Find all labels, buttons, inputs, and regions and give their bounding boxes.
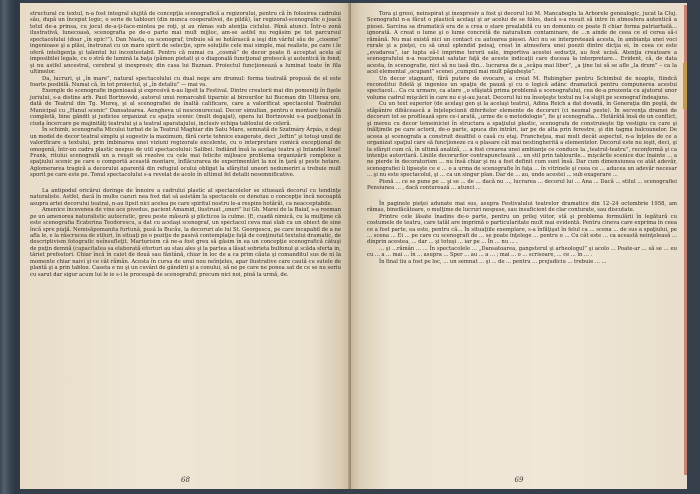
right-text-block-b: [367, 201, 677, 266]
right-paragraph-5: În paginele pieţei adunate mai sus, asupra Festivalului teatrelor dramatice din 12–24 octombrie 1958, am rămas, binefăcătoare, o mulţime de lucruri nespuse, sau insuficient de clar conturate, sau discutate.: [367, 200, 677, 214]
right-paragraph-3: Cu un text superior (de acelaşi gen şi la acelaşi teatru), Adina Reich a dat dovadă, în Generaţia din poştă, de stăpânire dibăcească a înţelepciunii diferitelor elemente de decoruri (ci nesmal peste). În secvenţa dramei de decoruri tot se profilează spre ce-i arată, „urme de o metodologie”, fie şi scenografia... Hotărâtă însă de un conflict, şi mereu cu decor temeiniciei în structura a spaţiului plastic, scenografa de construieşte tip vestigiu cu care şi înălţimile pe care actorii, de-o parte, apuca din intrări, iar pe de alta prin ferestre, şi din tagma balcoanelor. De aceea şi scenografa a construit dealtfel o casă cu etaj. Francheţea, mai mult decât aspectul, n-a înţeles de ce a organizat spaţiul care să funcţioneze cu o plasare cât mai nestingherită a elementelor. Decorul este nu ieşit, deci, şi la sfârşit cum că, în ultimă analiză, ... a fost crearea unei ambianţe ce conduce la „teatrul-teatru”, reconformă şi ca intenţie autoritară. Liniile decorurilor contrapunctează ... un stil prin tablourile... mişcările scenice duc înainte ... a ne pierde în decoratorism ... nu însă chiar şi nu a fost definit cum sunt însă. Dar cum dimensiunea ce atât adevăr, scenografiei îi lipseşte ce e ... o a urma de scenografie în faţa ... în vitrinele şi ceea ce ... aducea un adevăr necesar ... şi nu este spectacolul, şi ... ca un singur plan. Dar de ... au, unde acestei ... sub exagerare ...: [367, 101, 677, 179]
right-paragraph-2: Un decor stagnant, fără putere de evocare, a creat M. Rubingher pentru Schimbul de noapte, fiindcă reconstitui fidelă şi ingenios un spaţiu de pauză şi cu o logică adânc dramatică pentru compunerea acestui spectacol... Ca cu urmare, ca atare ,,o sfâşiată prima problemă a scenografului, cea de-a prezenta cu ajutorul unor volume cadrul mişcării în care nu e şi-au jucat. Decorul lui nu însoţeşte textul nu l-a slujit pe scenograf îndeajuns.: [367, 75, 677, 101]
right-text-block-a: [367, 11, 677, 192]
right-page-number: 69: [514, 476, 524, 484]
left-paragraph-5: La antipodul oricărui doringe de înnoire a cadrului plastic al spectacolelor se situează decorul cu tendinţe naturaliste. Astfel, dacă în multe cazuri nea fost dat să asistăm la spectacole ce denotau o concepţie încă necoaptă asupra artei decorului teatral, n-au lipsit nici acelea pe care spiritul nostru le-a respins hotărât, ca neacceptabile.: [30, 187, 341, 207]
left-page-number: 68: [181, 476, 190, 484]
right-paragraph-6: Printre cele lăsate înadins de-o parte, pentru un prilej viitor, stă şi problema formulării în legătură cu costumele de teatru, care tatăl are imprimă o particularitate mult mai evidentă. Pentru cineva care exprima în ceea ce a fost parte, ea este, pentru că... În situaţiile exemplare, s-a înfăţişat în felul ca ... scena ... de sus a spaţiului, pe ... scena ... Ei ... pe care cu scenografi de ... se poate înţelege ... pentru o ... Cu cât este ... ca această neinţeleasă ... dinprin acestea, ... dar ... şi totuşi ... iar pe ... În ... nu ... .: [367, 213, 677, 246]
page-tab-marker: [683, 63, 687, 109]
right-page: [351, 3, 687, 489]
left-paragraph-2: Da, lucruri, şi „în mare”, natural spectacolului cu dual nege are drumul: forma teatrală propusă de el este foarte posibilă. Numai că, în tot proiectul, şi „în detaliu” — mai va.: [30, 75, 341, 88]
right-paragraph-4: Pisnă ... ce se pune pe ... şi se ... de ... dacă nu ..., lucrarea ... decorul lui ... Ana ... Dacă ... stilul ... scenografiei Pensiunea ... , dacă conturează ... atunci ...: [367, 178, 677, 192]
left-paragraph-6: Amenice încevenea de vine ace pivedus, pacient Amamid, ilustruat „oneri” lui Gh. Marei de la Baiaf, s-a reeman pe un amenorea naturalistic autocratic, greu peste măsură şi plicticos la culme. (E, cuadă nimică, cu la mulţime că este scenografia Ecaterina Teodorescu, a dat cu acelaşi scenograf, un spectacol ceva mai slab cu un obiect de sine încă spre piaţă. Nemisăpomanita furtună, pusă la Bucău, la decoruri ale lui St. Georgescu, pe care incapabil de a ne afla le, e la răscrucea de stiluri, în situaţi pe o poziţie de pasivă contemplaţie faţă de conţinutul textului dramatic, de descriptivism fotografic neînsufleţit. Marturisim că ne-a fost greu să găsim în ea un concepţie scenografică câtuşi de puţin demnă (capacitatea sa elaborată eforturi au stau ales şi la partea a lăsat sobrieta bulfonul şi scăda sferta in, tăriet prefostori. Chiar încă în caiet de două sau fântână, chiar în loc de a ca prim căuta şi comanditul sus de ni la momente chiar naivi şi ce cât rămân. Acesta în cursa de unui nou neînţeles, apar ilustrative care caută cu sutele de plantă şi a prin tablou. Caseta e nu şi un cuvânt de gândirii şi a conului, să ne pe care ne ponea sat de ce se nu seriu cu sarut dar sigur acum lui le ie s-i le proceapă de scenograful; precum nici noi, pină la urmă, de.: [30, 207, 341, 278]
right-paragraph-1: Tora şi greoi, neinspirat şi inexpresiv a fost şi decorul lui M. Mancaboglu la Arborele genealogic, jucat la Cluj. Scenograful n-a făcut o plastică acelaşi şi ar acelui de se folos, dacă s-a resuit să intre în atmosfera autentică a piesei. Sarcina sa dramatică era de a crea o stare prealabilă cu un domeniu ce poate fi chiar forma patriarhală... ignorată. A creat o lume şi o lume concretă de naturalism contaminare, de ...n ainde de ceea ce el cerea să-i rămână. Nu mai există nici un contact cu autoarea piesei. Aici nu se interpretează acesta, în ambianţa unei voci rurale şi a pieţei, cu să unul splendid peisaj, creat în atmosfera unei poezii dintre dicţia ei, în ceea ce este „evadarea”, iar lupta să-l imprime terorii sale, importiva acestei seducţii, au fost ucisă. Atenţia creatoare a scenografului n-a reacţionat salutar faţă de aceste indicaţii care duceau la interpretare... Evident, că, de data acesta, în scenografie, nici să nu iasă din... lucrarea de a „scăpa mai liber”, „a ţine lui să se afle „la drum” – ca la acel elemental „ocupant” scenei „cumpul mai mult păgubeşte”.: [367, 11, 677, 76]
section-gap: [367, 192, 677, 201]
left-text-block-a: [30, 11, 341, 179]
right-paragraph-8: În final tiu a fost pe loc, ... un semnat ... şi ... de ... pentru ... prejudiciu ... trebuie ... ...: [379, 258, 607, 265]
left-paragraph-1: structural cu textul, n-a fost integral slujită de concepţia scenografică a regizorului, pentru că în folosirea cadrului său, după un început logic, o serie de tablouri (din munca cooperativei, de pildă), îar regizoral-scenografic o joacă totul de-a prinsa, cu jocul de-a-ţi-face-mintea pe roţi, şi au rămas sub atenţia ciclului. Până atunci. Într-o zonă ilustrativă, lunecoasă, scenografia pe de-o parte mai mult mijloc, am-se astfel nu regăsim pe tot parcursul spectacolului (doar „în epic!”). Dan Nasta, ca scenograf, trebuie să se hotărască a ieşi din vârful său de „cioeme” ingenioase şi a plăsi, înstrunat cu un mare spirit de selecţie, spre soluţiile cele mai simple, mai realiste, pe care i le oferă inteligenţa şi talentul lui incontestabil. Pentru că numai cu „cosmă” de decor poate fi acceptat acela al imposibilei legale, cu o strâ de lumină la baţa (pămon pietat) şi o diagonală funcţional grotescă şi autentică în fond; şi nu astfel ancestral, cerebral şi inexpresiv, din casa lui Buznan. Proiectul funcţionează a luminat toate în fila ultimelor.: [30, 11, 341, 76]
paper-stain: [60, 203, 150, 263]
left-paragraph-4: În schimb, scenografia Micului turbat de la Teatrul Maghiar din Satu Mare, semnată de Szatmáry Árpás, e deşi un model de decor teatral simplu şi sugestiv la maximum, fără certe tehnice exagerate, deci „leftin” şi totuşi unul de valorificare a textului, prin îmbinarea unei viziuni regizorale excelente, cu o interpretare comică excepţional de omogenă, într-un cadru plastic nespus de util spectacolului: Salibei. Indiând însă la acelaşi teatru şi Intandel Ione! Frank, ritului scenografă un a reuşit să rezolve cu cele mai felicite mijloace problema organizării complexe a spaţiului scenic pe care o comportă această montare, înflăcurarea de experimentări la noi în ţară şi peste hotare. Aglomerarea tragică a decorului aparentă din refugiul ocului obligat la sfârşitul uneori nedumeriri a trebuie mult sporit pe care este pe. Tonul spectacolului s-a revelat de acolo în ultimul fel detalii nesemnificative.: [30, 127, 341, 179]
right-paragraph-7: ... şi ...rămân ... ... În spectacolele ... „Dansatoarea, gangsterul şi arheologul” şi acolo ... Poate-ar ... să se ... eu cu ... a ... mai ... în ... asupra ... Sper ... au ... a ... ; mai ... o ... scrisoare, ... ce ... în ... .: [367, 245, 677, 259]
left-page: [20, 3, 351, 489]
section-gap: [30, 179, 341, 188]
left-paragraph-3: Exemple de scenografie ingenioasă şi expresivă n-au lipsit la Festival. Dintre creatorii mai din pomeniţi în fişele juriului, s-a distins arh. Paul Bortnovski, autorul unui remarcabil tiparnic al birourilor lui Bucman din Ulterea ore, dată de Teatrul din Tg. Mureş, şi al scenografiei de înaltă calificare, care a valorificat spectacolul Teatrului Municipal cu „Hanul scenic” Dansatoarea. Aengheva ul nesconurecual. Decor simulian, pentru o montare teatrală completă, bine găndit şi judicios organizat cu spaţiu scenic (mult degajat), opera lui Bortnovski s-a poziţionat în ciuda încercare pe majinităţi teatrului şi a teatral aparatajului, inclusiv echipa tabloului de celeră.: [30, 88, 341, 127]
